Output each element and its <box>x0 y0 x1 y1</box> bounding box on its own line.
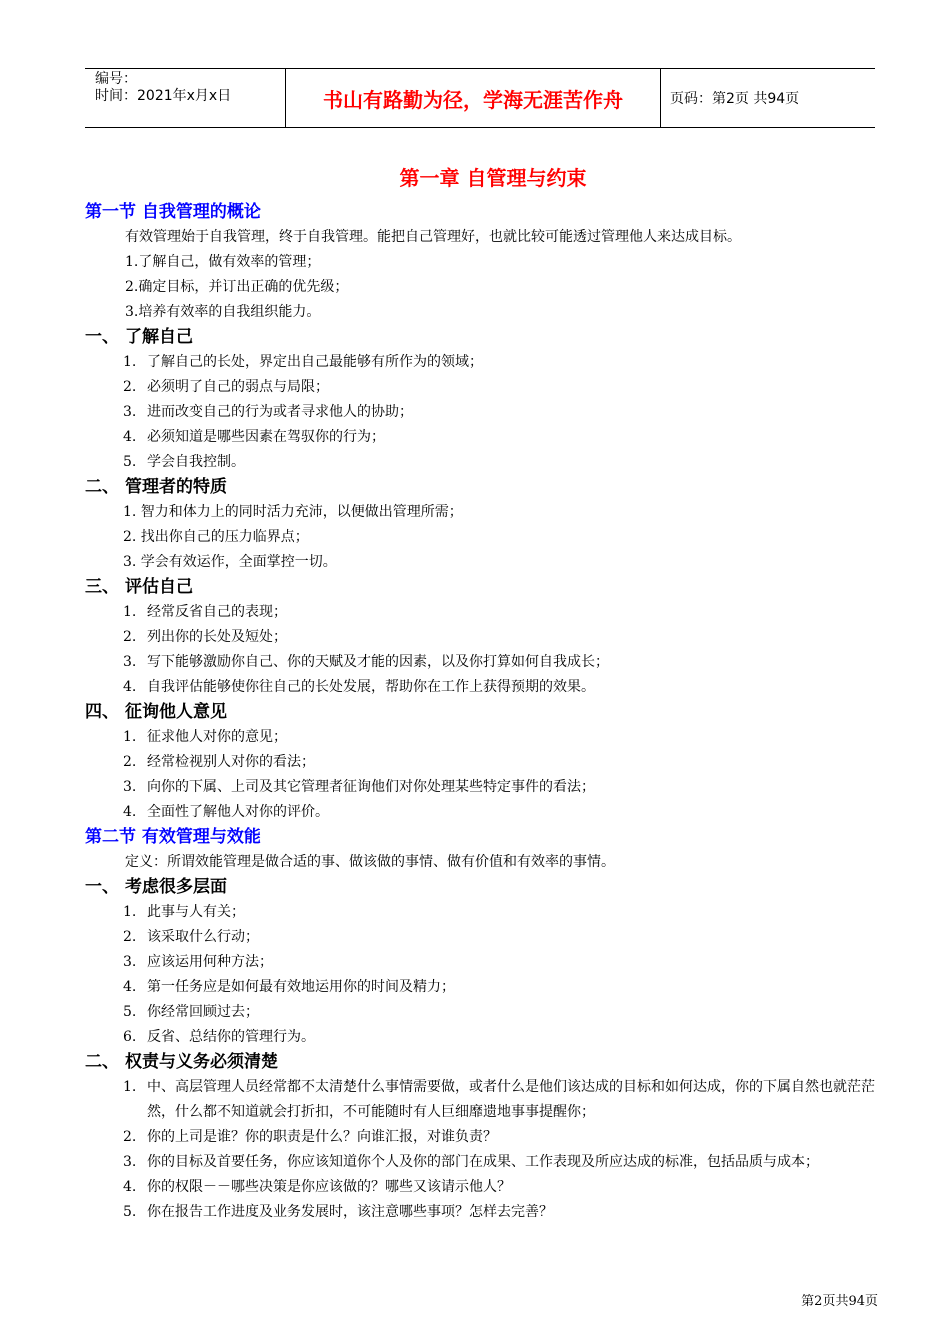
list-item: 6. 反省、总结你的管理行为。 <box>123 1029 315 1045</box>
list-item: 1. 智力和体力上的同时活力充沛，以便做出管理所需； <box>123 504 463 520</box>
heading-seek-opinions: 四、 征询他人意见 <box>85 702 227 722</box>
list-item: 3. 你的目标及首要任务，你应该知道你个人及你的部门在成果、工作表现及所应达成的标准，包括品质与成本； <box>123 1154 819 1170</box>
list-item: 1. 了解自己的长处，界定出自己最能够有所作为的领域； <box>123 354 483 370</box>
list-item: 2. 该采取什么行动； <box>123 929 259 945</box>
page-footer: 第2页共94页 <box>801 1294 878 1309</box>
intro-point: 3.培养有效率的自我组织能力。 <box>125 304 321 320</box>
list-item: 1. 此事与人有关； <box>123 904 245 920</box>
list-item: 4. 全面性了解他人对你的评价。 <box>123 804 329 820</box>
heading-manager-traits: 二、 管理者的特质 <box>85 477 227 497</box>
list-item: 1. 经常反省自己的表现； <box>123 604 287 620</box>
heading-consider-aspects: 一、 考虑很多层面 <box>85 877 227 897</box>
list-item: 2. 你的上司是谁？你的职责是什么？向谁汇报，对谁负责？ <box>123 1129 497 1145</box>
list-item: 2. 必须明了自己的弱点与局限； <box>123 379 329 395</box>
list-item: 4. 你的权限－－哪些决策是你应该做的？哪些又该请示他人？ <box>123 1179 511 1195</box>
header-bianhao: 编号： <box>95 71 137 87</box>
document-body <box>85 200 880 1225</box>
list-item: 2. 经常检视别人对你的看法； <box>123 754 315 770</box>
heading-responsibilities: 二、 权责与义务必须清楚 <box>85 1052 278 1072</box>
page-header <box>85 68 875 128</box>
list-item: 4. 自我评估能够使你往自己的长处发展，帮助你在工作上获得预期的效果。 <box>123 679 595 695</box>
section-intro-1: 有效管理始于自我管理，终于自我管理。能把自己管理好，也就比较可能透过管理他人来达成目标。 <box>125 229 741 245</box>
header-motto: 书山有路勤为径，学海无涯苦作舟 <box>286 69 661 127</box>
list-item: 3. 写下能够激励你自己、你的天赋及才能的因素，以及你打算如何自我成长； <box>123 654 609 670</box>
list-item: 5. 你在报告工作进度及业务发展时，该注意哪些事项？怎样去完善？ <box>123 1204 553 1220</box>
list-item: 4. 第一任务应是如何最有效地运用你的时间及精力； <box>123 979 455 995</box>
heading-understand-self: 一、 了解自己 <box>85 327 193 347</box>
intro-point: 1.了解自己，做有效率的管理； <box>125 254 321 270</box>
list-item: 4. 必须知道是哪些因素在驾驭你的行为； <box>123 429 385 445</box>
list-item: 3. 向你的下属、上司及其它管理者征询他们对你处理某些特定事件的看法； <box>123 779 595 795</box>
list-item: 1. 征求他人对你的意见； <box>123 729 287 745</box>
list-item: 3. 进而改变自己的行为或者寻求他人的协助； <box>123 404 413 420</box>
list-item: 2. 列出你的长处及短处； <box>123 629 287 645</box>
header-time: 时间：2021年x月x日 <box>95 88 232 104</box>
header-meta <box>85 69 286 127</box>
header-page: 页码：第2页 共94页 <box>670 91 800 107</box>
list-item: 2. 找出你自己的压力临界点； <box>123 529 309 545</box>
section-title-1: 第一节 自我管理的概论 <box>85 202 261 222</box>
intro-point: 2.确定目标，并订出正确的优先级； <box>125 279 349 295</box>
section-title-2: 第二节 有效管理与效能 <box>85 827 261 847</box>
list-item: 5. 你经常回顾过去； <box>123 1004 259 1020</box>
chapter-title: 第一章 自管理与约束 <box>399 166 587 190</box>
list-item: 3. 学会有效运作，全面掌控一切。 <box>123 554 337 570</box>
list-item: 1. 中、高层管理人员经常都不太清楚什么事情需要做，或者什么是他们该达成的目标和如何达成，你的下属自然也就茫茫然，什么都不知道就会打折扣，不可能随时有人巨细靡遗地事事提醒你； <box>123 1079 875 1120</box>
heading-assess-self: 三、 评估自己 <box>85 577 193 597</box>
section-intro-2: 定义：所谓效能管理是做合适的事、做该做的事情、做有价值和有效率的事情。 <box>125 854 615 870</box>
list-item: 3. 应该运用何种方法； <box>123 954 273 970</box>
list-item: 5. 学会自我控制。 <box>123 454 245 470</box>
